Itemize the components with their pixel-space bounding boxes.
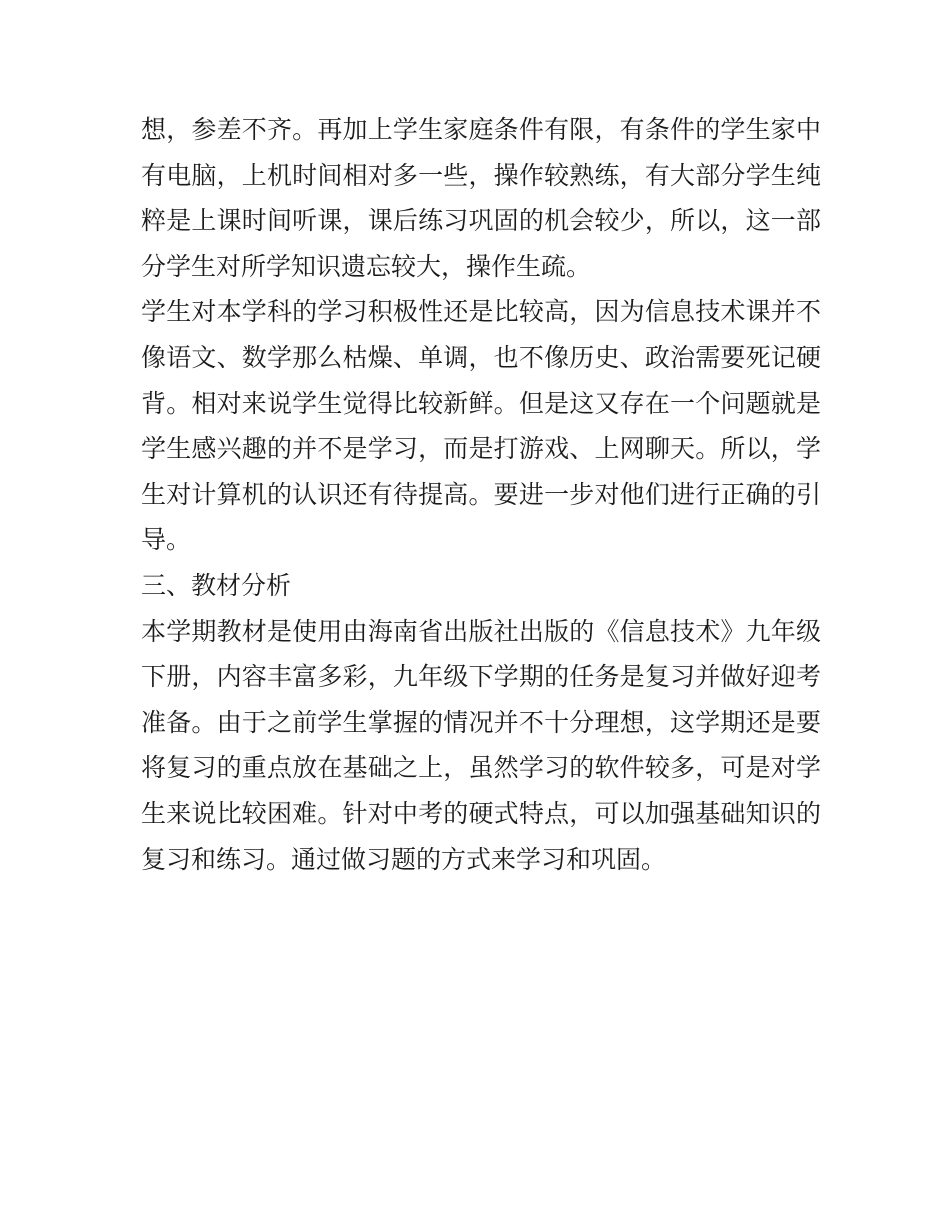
paragraph-line: 准备。由于之前学生掌握的情况并不十分理想，这学期还是要: [141, 707, 821, 737]
section-heading: 三、教材分析: [141, 570, 292, 600]
paragraph-line: 像语文、数学那么枯燥、单调，也不像历史、政治需要死记硬: [141, 342, 821, 372]
paragraph-line: 有电脑，上机时间相对多一些，操作较熟练，有大部分学生纯: [141, 160, 821, 190]
paragraph-line: 分学生对所学知识遗忘较大，操作生疏。: [141, 251, 592, 281]
document-body: [141, 107, 821, 882]
paragraph-line: 导。: [141, 525, 192, 555]
paragraph-line: 复习和练习。通过做习题的方式来学习和巩固。: [141, 844, 667, 874]
paragraph-line: 想，参差不齐。再加上学生家庭条件有限，有条件的学生家中: [141, 115, 821, 144]
paragraph-line: 背。相对来说学生觉得比较新鲜。但是这又存在一个问题就是: [141, 388, 821, 418]
paragraph-line: 学生对本学科的学习积极性还是比较高，因为信息技术课并不: [141, 297, 821, 327]
paragraph-line: 生来说比较困难。针对中考的硬式特点，可以加强基础知识的: [141, 798, 821, 828]
paragraph-line: 学生感兴趣的并不是学习，而是打游戏、上网聊天。所以，学: [141, 434, 821, 464]
paragraph-line: 粹是上课时间听课，课后练习巩固的机会较少，所以，这一部: [141, 206, 821, 236]
paragraph-line: 将复习的重点放在基础之上，虽然学习的软件较多，可是对学: [141, 753, 821, 783]
paragraph-line: 下册，内容丰富多彩，九年级下学期的任务是复习并做好迎考: [141, 662, 821, 692]
paragraph-line: 本学期教材是使用由海南省出版社出版的《信息技术》九年级: [141, 616, 821, 646]
paragraph-line: 生对计算机的认识还有待提高。要进一步对他们进行正确的引: [141, 479, 821, 509]
